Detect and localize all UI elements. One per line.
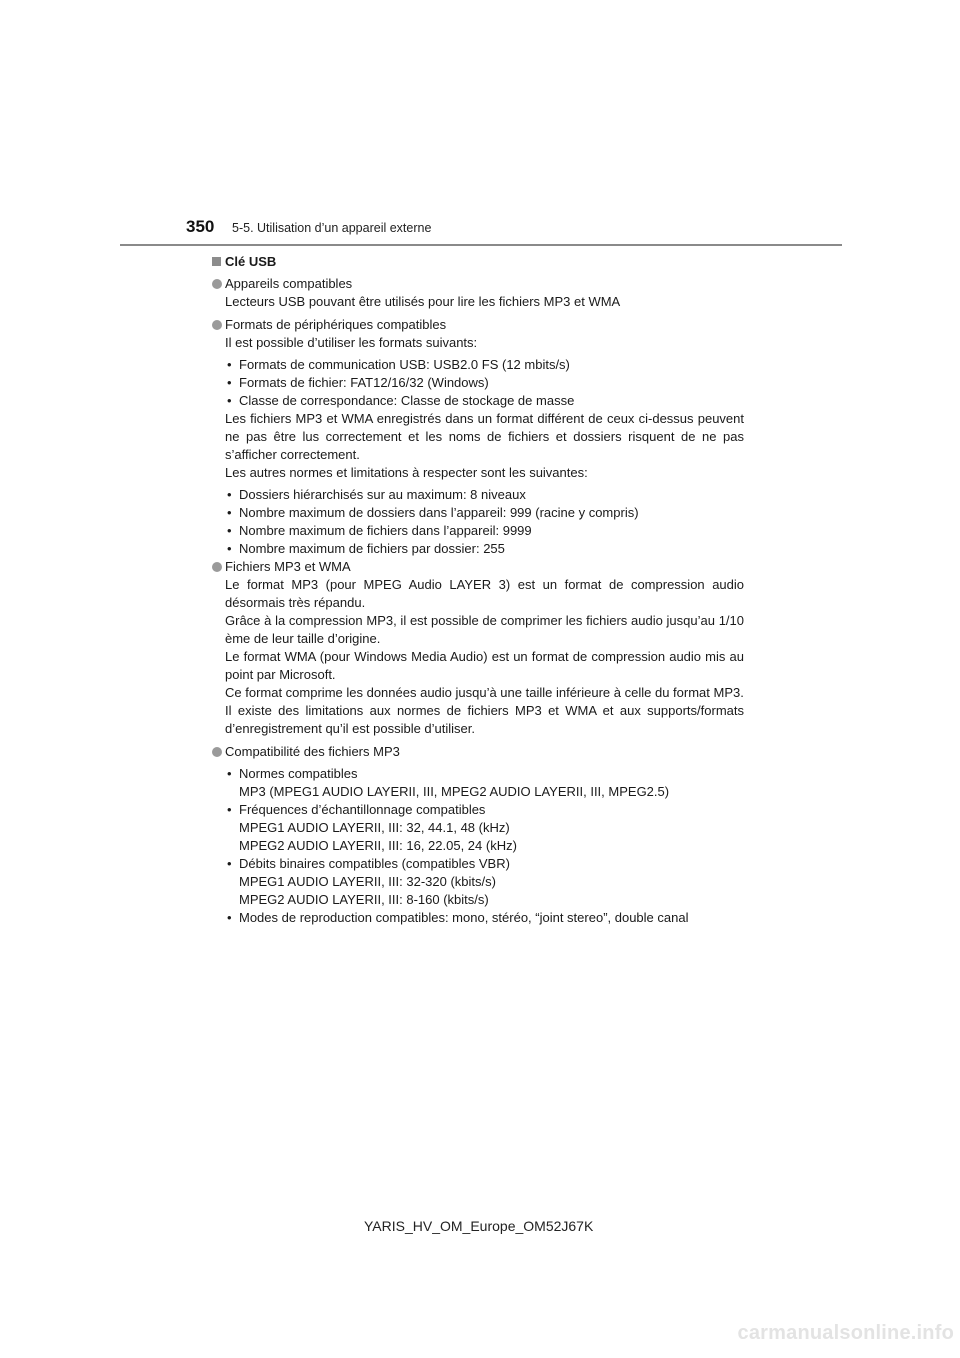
paragraph: Ce format comprime les données audio jusqu’à une taille inférieure à celle du format MP3.: [225, 685, 744, 700]
list-item: • Normes compatibles: [227, 766, 358, 781]
page-number: 350: [186, 217, 215, 236]
paragraph: Grâce à la compression MP3, il est possible de comprimer les fichiers audio jusqu’au 1/10 ème de leur taille d’origine.: [225, 613, 744, 646]
list-item: • Nombre maximum de fichiers dans l’appareil: 9999: [227, 523, 532, 538]
header-rule: [120, 244, 842, 246]
square-bullet-icon: [212, 257, 221, 266]
circle-bullet-icon: [212, 562, 222, 572]
bullet-title: Appareils compatibles: [225, 276, 353, 291]
bullet-title: Formats de périphériques compatibles: [225, 317, 447, 332]
bullet-title: Fichiers MP3 et WMA: [225, 559, 351, 574]
limitations-list: [212, 486, 744, 558]
paragraph: Il est possible d’utiliser les formats suivants:: [225, 335, 478, 350]
list-item-detail: MPEG1 AUDIO LAYERII, III: 32-320 (kbits/s): [239, 874, 496, 889]
section-heading-text: Clé USB: [225, 254, 277, 269]
footer-doc-id: YARIS_HV_OM_Europe_OM52J67K: [364, 1218, 594, 1234]
list-item-detail: MPEG2 AUDIO LAYERII, III: 16, 22.05, 24 (kHz): [239, 838, 517, 853]
list-item: • Nombre maximum de dossiers dans l’appareil: 999 (racine y compris): [227, 505, 639, 520]
circle-bullet-icon: [212, 747, 222, 757]
list-item-detail: MP3 (MPEG1 AUDIO LAYERII, III, MPEG2 AUDIO LAYERII, III, MPEG2.5): [239, 784, 670, 799]
list-item: • Débits binaires compatibles (compatibles VBR): [227, 856, 510, 871]
circle-bullet-icon: [212, 279, 222, 289]
paragraph: Le format WMA (pour Windows Media Audio) est un format de compression audio mis au point par Microsoft.: [225, 649, 744, 682]
bullet-title: Compatibilité des fichiers MP3: [225, 744, 400, 759]
bullet-mp3-wma-files: [212, 558, 744, 576]
format-list: [212, 356, 744, 410]
list-item: • Classe de correspondance: Classe de stockage de masse: [227, 393, 575, 408]
paragraph: Le format MP3 (pour MPEG Audio LAYER 3) est un format de compression audio désormais très répandu.: [225, 577, 744, 610]
list-item: • Fréquences d’échantillonnage compatibles: [227, 802, 486, 817]
circle-bullet-icon: [212, 320, 222, 330]
list-item: • Dossiers hiérarchisés sur au maximum: 8 niveaux: [227, 487, 526, 502]
paragraph: Les autres normes et limitations à respecter sont les suivantes:: [225, 465, 588, 480]
section-title: 5-5. Utilisation d’un appareil externe: [232, 221, 432, 235]
bullet-device-formats: [212, 316, 744, 334]
paragraph: Il existe des limitations aux normes de fichiers MP3 et WMA et aux supports/formats d’enregistrement qu’il est possible d’utiliser.: [225, 703, 744, 736]
paragraph: Les fichiers MP3 et WMA enregistrés dans un format différent de ceux ci-dessus peuvent ne pas être lus correctement et les noms de fichiers et dossiers risquent de ne pas s’afficher correctement.: [225, 411, 744, 462]
watermark: carmanualsonline.info: [737, 1322, 954, 1344]
compatibility-list: [212, 765, 744, 927]
list-item: • Modes de reproduction compatibles: mono, stéréo, “joint stereo”, double canal: [227, 910, 689, 925]
section-heading: [212, 253, 744, 271]
list-item: • Nombre maximum de fichiers par dossier: 255: [227, 541, 505, 556]
list-item-detail: MPEG1 AUDIO LAYERII, III: 32, 44.1, 48 (kHz): [239, 820, 510, 835]
page-content: [212, 253, 744, 927]
list-item: • Formats de fichier: FAT12/16/32 (Windows): [227, 375, 489, 390]
paragraph: Lecteurs USB pouvant être utilisés pour lire les fichiers MP3 et WMA: [225, 294, 621, 309]
bullet-compatible-devices: [212, 275, 744, 293]
list-item-detail: MPEG2 AUDIO LAYERII, III: 8-160 (kbits/s): [239, 892, 489, 907]
list-item: • Formats de communication USB: USB2.0 FS (12 mbits/s): [227, 357, 570, 372]
bullet-mp3-compatibility: [212, 743, 744, 761]
